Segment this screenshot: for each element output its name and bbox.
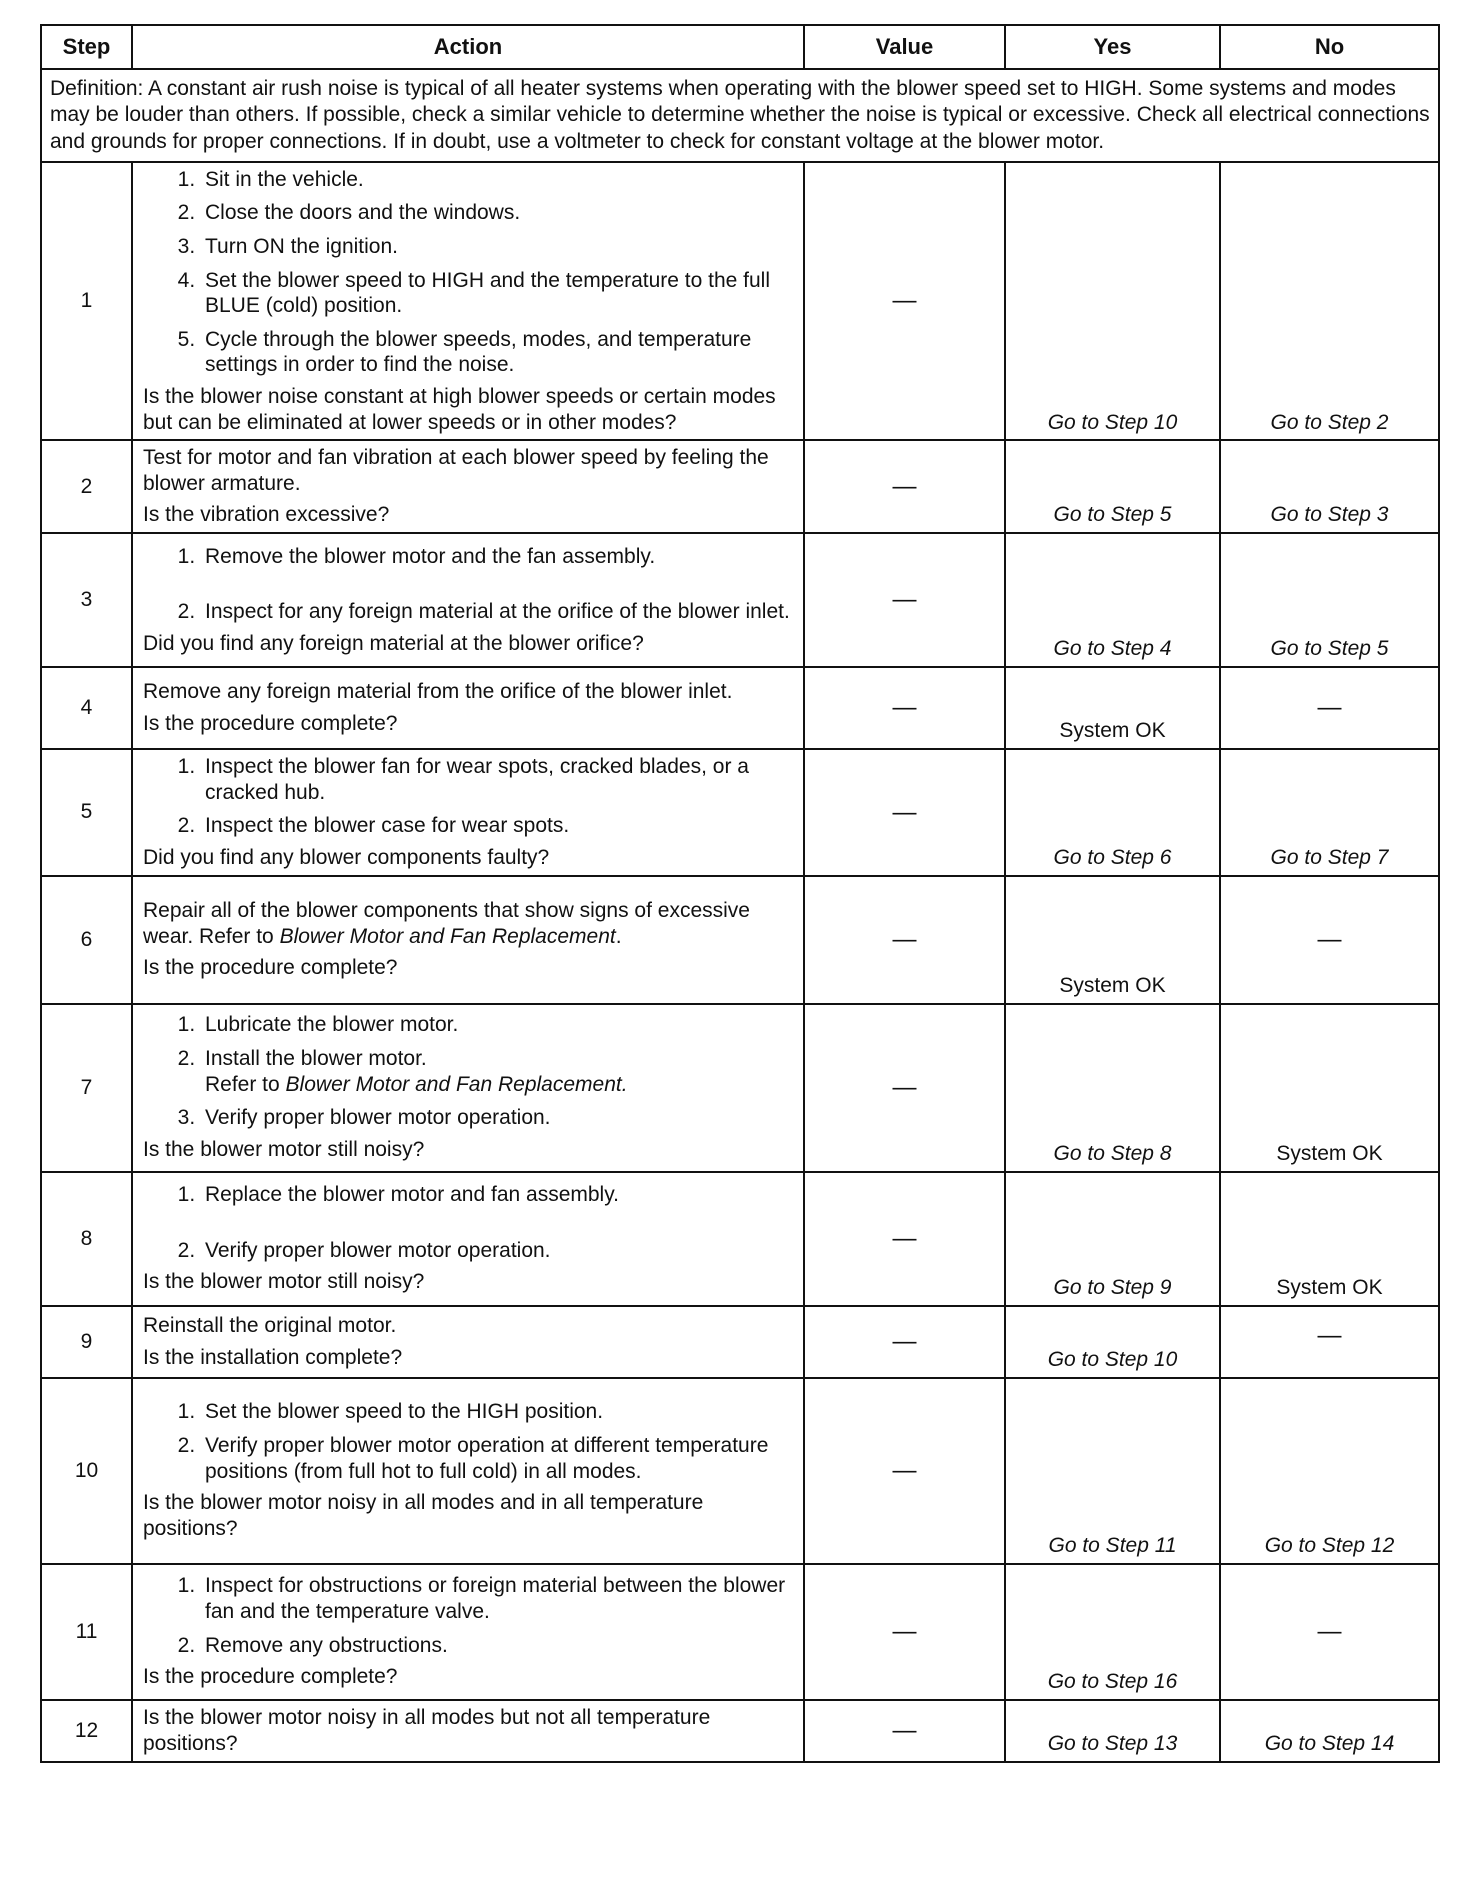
table-row <box>41 1306 1439 1378</box>
action-cell <box>132 1004 804 1172</box>
no-cell: Go to Step 3 <box>1220 440 1439 533</box>
list-item: 1. Remove the blower motor and the fan assembly. <box>201 544 793 570</box>
table-row <box>41 749 1439 875</box>
step-number: 7 <box>41 1004 132 1172</box>
step-number: 6 <box>41 876 132 1004</box>
action-text-tail: . <box>615 924 622 948</box>
yes-cell: Go to Step 8 <box>1005 1004 1220 1172</box>
step-number: 10 <box>41 1378 132 1564</box>
action-cell <box>132 1564 804 1700</box>
step-number: 1 <box>41 162 132 440</box>
action-cell <box>132 876 804 1004</box>
header-row <box>41 25 1439 69</box>
value-cell: — <box>804 162 1005 440</box>
table-row <box>41 1378 1439 1564</box>
value-cell: — <box>804 667 1005 749</box>
action-list <box>143 1012 793 1130</box>
action-list <box>143 1573 793 1658</box>
action-cell <box>132 667 804 749</box>
yes-cell: Go to Step 16 <box>1005 1564 1220 1700</box>
no-cell: System OK <box>1220 1004 1439 1172</box>
list-item: 2. Verify proper blower motor operation at different temperature positions (from full hot to full cold) in all modes. <box>201 1433 793 1484</box>
table-row <box>41 162 1439 440</box>
no-cell: Go to Step 5 <box>1220 533 1439 667</box>
list-item: 2. Inspect the blower case for wear spots. <box>201 813 793 839</box>
no-cell: System OK <box>1220 1172 1439 1306</box>
list-item: 1. Sit in the vehicle. <box>201 167 793 193</box>
yes-cell: Go to Step 13 <box>1005 1700 1220 1762</box>
step-number: 3 <box>41 533 132 667</box>
header-no: No <box>1220 25 1439 69</box>
list-item <box>201 1046 793 1097</box>
action-cell <box>132 1378 804 1564</box>
value-cell: — <box>804 1564 1005 1700</box>
no-cell: Go to Step 14 <box>1220 1700 1439 1762</box>
list-item: 1. Set the blower speed to the HIGH position. <box>201 1399 793 1425</box>
definition-row <box>41 69 1439 162</box>
list-item: 4. Set the blower speed to HIGH and the temperature to the full BLUE (cold) position. <box>201 268 793 319</box>
no-cell: Go to Step 12 <box>1220 1378 1439 1564</box>
action-text: Remove any foreign material from the orifice of the blower inlet. <box>143 680 733 704</box>
action-list <box>143 1399 793 1484</box>
header-action: Action <box>132 25 804 69</box>
action-list <box>143 1182 793 1263</box>
step-number: 2 <box>41 440 132 533</box>
value-cell: — <box>804 1172 1005 1306</box>
yes-cell: Go to Step 9 <box>1005 1172 1220 1306</box>
list-item: 2. Remove any obstructions. <box>201 1633 793 1659</box>
list-item: 2. Close the doors and the windows. <box>201 200 793 226</box>
table-row <box>41 876 1439 1004</box>
list-item: 3. Verify proper blower motor operation. <box>201 1105 793 1131</box>
list-item: 1. Inspect the blower fan for wear spots, cracked blades, or a cracked hub. <box>201 754 793 805</box>
action-question: Did you find any blower components faulty? <box>143 845 550 869</box>
step-number: 4 <box>41 667 132 749</box>
yes-cell: Go to Step 6 <box>1005 749 1220 875</box>
no-cell: — <box>1220 876 1439 1004</box>
table-row <box>41 1700 1439 1762</box>
action-question: Is the blower motor noisy in all modes and in all temperature positions? <box>143 1491 704 1540</box>
action-question: Is the blower motor noisy in all modes but not all temperature positions? <box>143 1705 711 1755</box>
action-question: Is the blower motor still noisy? <box>143 1137 425 1161</box>
no-cell: — <box>1220 667 1439 749</box>
step-number: 12 <box>41 1700 132 1762</box>
action-cell <box>132 1172 804 1306</box>
no-cell: — <box>1220 1564 1439 1700</box>
action-question: Is the procedure complete? <box>143 956 398 980</box>
action-question: Is the vibration excessive? <box>143 503 390 527</box>
action-list <box>143 167 793 378</box>
list-item: 5. Cycle through the blower speeds, modes, and temperature settings in order to find the noise. <box>201 327 793 378</box>
action-cell <box>132 749 804 875</box>
definition-text: Definition: A constant air rush noise is typical of all heater systems when operating with the blower speed set to HIGH. Some systems and modes may be louder than others. If possible, check a similar vehicle to determine whether the noise is typical or excessive. Check all electrical connections and grounds for proper connections. If in doubt, use a voltmeter to check for constant voltage at the blower motor. <box>41 69 1439 162</box>
list-item: 3. Turn ON the ignition. <box>201 234 793 260</box>
step-number: 11 <box>41 1564 132 1700</box>
reference-prefix: Refer to <box>205 1072 286 1096</box>
value-cell: — <box>804 1700 1005 1762</box>
action-cell <box>132 440 804 533</box>
step-number: 9 <box>41 1306 132 1378</box>
action-question: Is the blower noise constant at high blower speeds or certain modes but can be eliminated at lower speeds or in other modes? <box>143 385 776 434</box>
action-text: Test for motor and fan vibration at each blower speed by feeling the blower armature. <box>143 446 769 495</box>
diagnostic-table <box>40 24 1440 1763</box>
action-list <box>143 544 793 625</box>
value-cell: — <box>804 1004 1005 1172</box>
reference-link[interactable]: Blower Motor and Fan Replacement. <box>285 1072 628 1096</box>
action-text: Reinstall the original motor. <box>143 1313 397 1337</box>
value-cell: — <box>804 440 1005 533</box>
action-cell <box>132 1306 804 1378</box>
list-item: 2. Verify proper blower motor operation. <box>201 1238 793 1264</box>
list-item: 2. Inspect for any foreign material at the orifice of the blower inlet. <box>201 599 793 625</box>
yes-cell: Go to Step 5 <box>1005 440 1220 533</box>
action-question: Is the procedure complete? <box>143 1665 398 1689</box>
no-cell: — <box>1220 1306 1439 1378</box>
action-question: Is the blower motor still noisy? <box>143 1270 425 1294</box>
step-number: 8 <box>41 1172 132 1306</box>
header-yes: Yes <box>1005 25 1220 69</box>
yes-cell: System OK <box>1005 876 1220 1004</box>
value-cell: — <box>804 749 1005 875</box>
action-text-lead: Repair all of the blower components that show signs of excessive wear. Refer to <box>143 899 750 948</box>
value-cell: — <box>804 1306 1005 1378</box>
list-item: 1. Replace the blower motor and fan assembly. <box>201 1182 793 1208</box>
reference-link[interactable]: Blower Motor and Fan Replacement <box>279 924 616 948</box>
list-item: 1. Inspect for obstructions or foreign material between the blower fan and the temperature valve. <box>201 1573 793 1624</box>
header-value: Value <box>804 25 1005 69</box>
value-cell: — <box>804 876 1005 1004</box>
header-step: Step <box>41 25 132 69</box>
table-row <box>41 1564 1439 1700</box>
table-row <box>41 440 1439 533</box>
step-number: 5 <box>41 749 132 875</box>
action-text <box>143 898 793 949</box>
action-question: Is the procedure complete? <box>143 712 398 736</box>
table-row <box>41 1004 1439 1172</box>
action-cell <box>132 1700 804 1762</box>
action-question: Did you find any foreign material at the blower orifice? <box>143 631 644 655</box>
action-cell <box>132 533 804 667</box>
action-question: Is the installation complete? <box>143 1345 403 1369</box>
table-row <box>41 533 1439 667</box>
table-row <box>41 667 1439 749</box>
yes-cell: Go to Step 10 <box>1005 162 1220 440</box>
yes-cell: System OK <box>1005 667 1220 749</box>
list-item: 1. Lubricate the blower motor. <box>201 1012 793 1038</box>
value-cell: — <box>804 533 1005 667</box>
action-cell <box>132 162 804 440</box>
yes-cell: Go to Step 4 <box>1005 533 1220 667</box>
list-item-text: Install the blower motor. <box>205 1047 427 1071</box>
value-cell: — <box>804 1378 1005 1564</box>
table-row <box>41 1172 1439 1306</box>
yes-cell: Go to Step 11 <box>1005 1378 1220 1564</box>
yes-cell: Go to Step 10 <box>1005 1306 1220 1378</box>
no-cell: Go to Step 7 <box>1220 749 1439 875</box>
action-list <box>143 754 793 839</box>
no-cell: Go to Step 2 <box>1220 162 1439 440</box>
reference-line <box>205 1072 793 1098</box>
